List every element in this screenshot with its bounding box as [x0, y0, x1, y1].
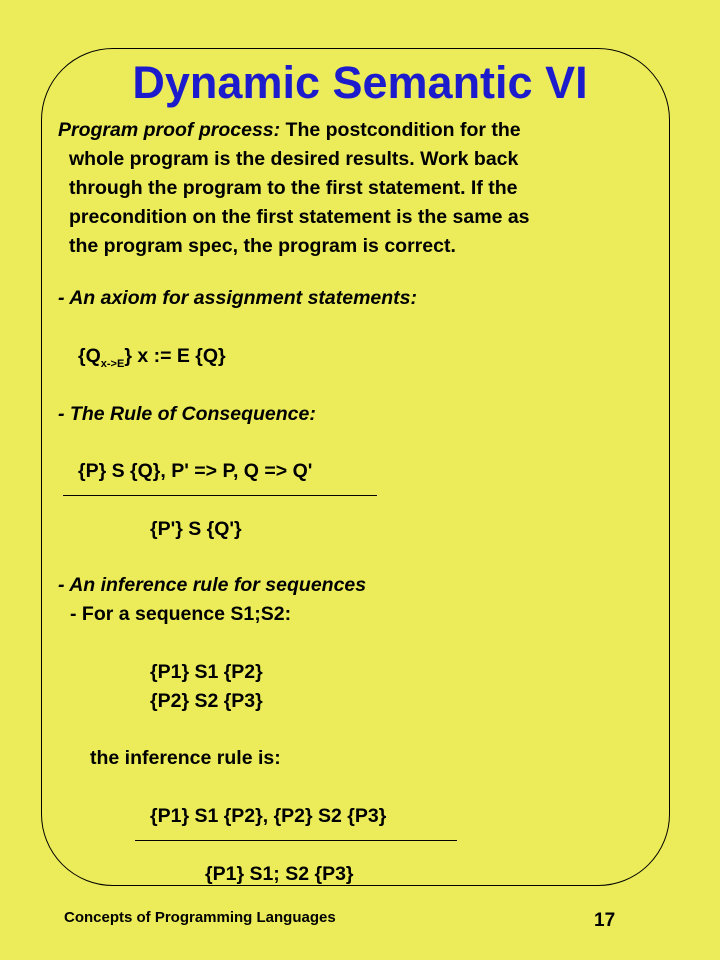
consequence-heading: - The Rule of Consequence:: [58, 403, 316, 425]
proof-process-line-3: through the program to the first statement. If the: [69, 177, 518, 199]
sequence-premise: {P1} S1 {P2}, {P2} S2 {P3}: [150, 805, 387, 827]
consequence-inference-line: [63, 495, 377, 496]
axiom-formula-rest: } x := E {Q}: [124, 345, 226, 367]
sequence-conclusion: {P1} S1; S2 {P3}: [205, 863, 354, 885]
proof-process-lead: Program proof process:: [58, 119, 281, 141]
sequence-rule-intro: the inference rule is:: [90, 747, 281, 769]
sequence-line-1: {P1} S1 {P2}: [150, 661, 263, 683]
proof-process-line-5: the program spec, the program is correct.: [69, 235, 456, 257]
slide-title: Dynamic Semantic VI: [132, 57, 588, 108]
consequence-conclusion: {P'} S {Q'}: [150, 518, 242, 540]
proof-process-line-1-rest: The postcondition for the: [280, 119, 521, 141]
axiom-heading: - An axiom for assignment statements:: [58, 287, 418, 309]
sequences-heading: - An inference rule for sequences: [58, 574, 367, 596]
sequence-line-2: {P2} S2 {P3}: [150, 690, 263, 712]
sequence-inference-line: [135, 840, 457, 841]
proof-process-line-4: precondition on the first statement is the same as: [69, 206, 530, 228]
proof-process-line-2: whole program is the desired results. Work back: [69, 148, 519, 170]
axiom-formula-open: {Q: [78, 345, 101, 367]
proof-process-line-1: [58, 116, 658, 145]
footer-page-number: 17: [594, 910, 616, 931]
axiom-formula-subscript: x->E: [100, 358, 125, 370]
axiom-formula: [78, 344, 226, 376]
proof-process-paragraph: [58, 116, 658, 261]
footer-course-title: Concepts of Programming Languages: [64, 909, 336, 926]
sequences-subheading: - For a sequence S1;S2:: [70, 603, 292, 625]
consequence-premise: {P} S {Q}, P' => P, Q => Q': [78, 460, 313, 482]
